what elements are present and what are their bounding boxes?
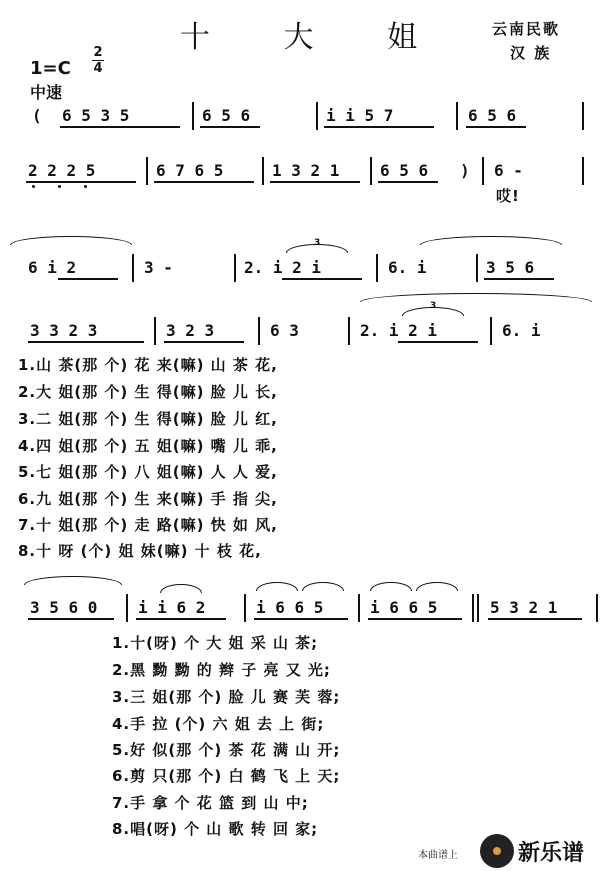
notation-line-1 bbox=[20, 100, 590, 134]
measure: 1 3 2 1 bbox=[272, 161, 340, 180]
verse-line: 8.十 呀 (个) 姐 妹(嘛) 十 枝 花, bbox=[18, 542, 262, 560]
measure: 3 5 6 0 bbox=[30, 598, 98, 617]
time-signature-bottom: 4 bbox=[93, 61, 103, 76]
measure: 6 5 6 bbox=[468, 106, 517, 125]
measure: 2 2 2 5 bbox=[28, 161, 96, 180]
measure: 3 5 6 bbox=[486, 258, 535, 277]
measure: i i 5 7 bbox=[326, 106, 394, 125]
verse-line: 1.山 茶(那 个) 花 来(嘛) 山 茶 花, bbox=[18, 356, 278, 374]
footer-note: 本曲谱上 bbox=[418, 850, 458, 861]
verse-line: 6.九 姐(那 个) 生 来(嘛) 手 指 尖, bbox=[18, 490, 278, 508]
notation-line-5 bbox=[20, 592, 590, 626]
time-signature-top: 2 bbox=[93, 45, 103, 60]
verse-line: 3.二 姐(那 个) 生 得(嘛) 脸 儿 红, bbox=[18, 410, 278, 428]
triplet-mark: 3 bbox=[314, 238, 321, 248]
record-disc-icon bbox=[480, 834, 514, 868]
song-ethnicity: 汉 族 bbox=[510, 44, 552, 62]
site-logo[interactable]: 新乐谱 bbox=[518, 841, 585, 866]
measure: 6 5 6 bbox=[202, 106, 251, 125]
time-signature bbox=[92, 46, 104, 75]
measure: 5 3 2 1 bbox=[490, 598, 558, 617]
verse-line: 7.手 拿 个 花 篮 到 山 中; bbox=[112, 794, 309, 812]
verse-line: 2.黑 黝 黝 的 辫 子 亮 又 光; bbox=[112, 661, 331, 679]
measure: i 6 6 5 bbox=[370, 598, 438, 617]
measure: 6. i bbox=[388, 258, 427, 277]
song-title: 十 大 姐 bbox=[180, 20, 450, 55]
measure: 2. i 2 i bbox=[360, 321, 438, 340]
measure: 2. i 2 i bbox=[244, 258, 322, 277]
measure: 6 i 2 bbox=[28, 258, 77, 277]
verse-line: 4.四 姐(那 个) 五 姐(嘛) 嘴 儿 乖, bbox=[18, 437, 278, 455]
notation-line-2 bbox=[20, 155, 590, 205]
verse-line: 7.十 姐(那 个) 走 路(嘛) 快 如 风, bbox=[18, 516, 278, 534]
verse-line: 3.三 姐(那 个) 脸 儿 赛 芙 蓉; bbox=[112, 688, 341, 706]
measure: i 6 6 5 bbox=[256, 598, 324, 617]
notation-line-4 bbox=[20, 301, 590, 349]
lyric-interjection: 哎! bbox=[496, 187, 520, 205]
triplet-mark: 3 bbox=[430, 301, 437, 311]
notation-paren-open: ( bbox=[32, 106, 42, 125]
verse-line: 2.大 姐(那 个) 生 得(嘛) 脸 儿 长, bbox=[18, 383, 278, 401]
measure: 3 3 2 3 bbox=[30, 321, 98, 340]
measure: 6 3 bbox=[270, 321, 299, 340]
song-origin: 云南民歌 bbox=[492, 20, 561, 38]
measure: 3 - bbox=[144, 258, 173, 277]
verse-line: 5.好 似(那 个) 茶 花 满 山 开; bbox=[112, 741, 341, 759]
tempo-marking: 中速 bbox=[30, 83, 63, 102]
notation-paren-close: ) bbox=[460, 161, 470, 180]
measure: 6 - bbox=[494, 161, 523, 180]
measure: 6 7 6 5 bbox=[156, 161, 224, 180]
measure: 3 2 3 bbox=[166, 321, 215, 340]
measure: 6. i bbox=[502, 321, 541, 340]
verse-line: 4.手 拉 (个) 六 姐 去 上 街; bbox=[112, 715, 325, 733]
verse-line: 1.十(呀) 个 大 姐 采 山 茶; bbox=[112, 634, 319, 652]
measure: i i 6 2 bbox=[138, 598, 206, 617]
verse-line: 8.唱(呀) 个 山 歌 转 回 家; bbox=[112, 820, 319, 838]
measure: 6 5 6 bbox=[380, 161, 429, 180]
measure: 6 5 3 5 bbox=[62, 106, 130, 125]
notation-line-3 bbox=[20, 238, 590, 286]
key-signature: 1=C bbox=[30, 58, 71, 79]
verse-line: 6.剪 只(那 个) 白 鹤 飞 上 天; bbox=[112, 767, 341, 785]
verse-line: 5.七 姐(那 个) 八 姐(嘛) 人 人 爱, bbox=[18, 463, 278, 481]
